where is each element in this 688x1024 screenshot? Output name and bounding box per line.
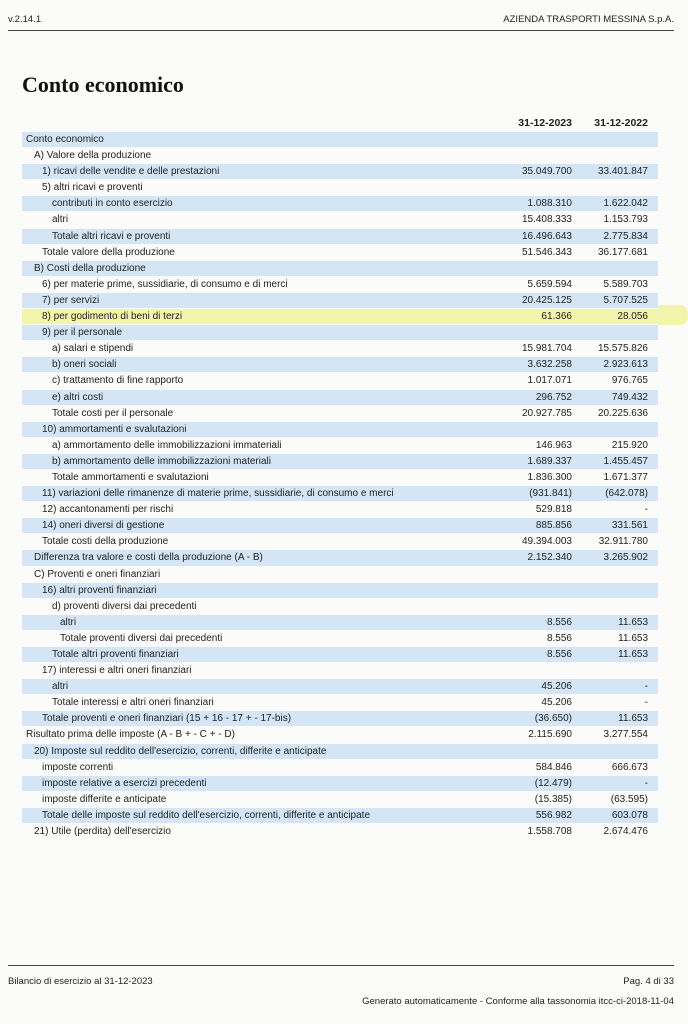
value-2022: 28.056 <box>617 311 648 323</box>
row-label: imposte relative a esercizi precedenti <box>42 777 207 789</box>
value-2023: 20.425.125 <box>521 294 572 306</box>
value-2023: 5.659.594 <box>527 278 572 290</box>
value-2022: (642.078) <box>605 488 648 500</box>
table-row <box>22 373 658 389</box>
row-label: e) altri costi <box>52 391 104 403</box>
table-row <box>22 229 658 245</box>
table-row <box>22 534 658 550</box>
table-body <box>22 132 658 840</box>
table-row <box>22 261 658 277</box>
value-2023: 15.408.333 <box>521 214 572 226</box>
row-label: Totale altri proventi finanziari <box>52 649 179 660</box>
value-2022: 1.455.457 <box>603 455 648 467</box>
income-statement-table <box>22 112 658 840</box>
row-label: 20) Imposte sul reddito dell'esercizio, correnti, differite e anticipate <box>34 745 327 757</box>
table-row <box>22 711 658 727</box>
row-label: a) salari e stipendi <box>52 343 134 355</box>
value-2023: 3.632.258 <box>527 359 572 371</box>
table-row <box>22 583 658 599</box>
table-row <box>22 438 658 454</box>
value-2022: - <box>644 777 648 789</box>
row-label: altri <box>52 681 69 693</box>
generated-note: Generato automaticamente - Conforme alla tassonomia itcc-ci-2018-11-04 <box>362 996 674 1007</box>
value-2023: 296.752 <box>535 391 572 403</box>
value-2022: (63.595) <box>610 793 648 805</box>
value-2022: 11.653 <box>618 713 648 725</box>
table-row <box>22 341 658 357</box>
table-row <box>22 792 658 808</box>
value-2022: 11.653 <box>618 632 648 644</box>
value-2022: 1.622.042 <box>603 198 648 210</box>
table-row <box>22 647 658 663</box>
value-2023: 45.206 <box>541 697 572 709</box>
value-2022: 15.575.826 <box>597 343 648 355</box>
table-row <box>22 212 658 228</box>
value-2023: 529.818 <box>535 504 572 516</box>
row-label: 6) per materie prime, sussidiarie, di consumo e di merci <box>42 278 288 290</box>
value-2022: 331.561 <box>611 520 648 532</box>
column-header-2022: 31-12-2022 <box>594 117 648 129</box>
value-2022: 32.911.780 <box>598 536 648 548</box>
table-row <box>22 309 658 325</box>
row-label: Conto economico <box>26 134 104 145</box>
row-label: imposte correnti <box>42 761 114 773</box>
table-row <box>22 567 658 583</box>
page-header <box>8 10 674 31</box>
row-label: d) proventi diversi dai precedenti <box>52 600 197 612</box>
value-2022: - <box>644 504 648 516</box>
table-row <box>22 776 658 792</box>
row-label: 11) variazioni delle rimanenze di materie prime, sussidiarie, di consumo e merci <box>42 488 394 500</box>
table-row <box>22 727 658 743</box>
row-label: Totale proventi diversi dai precedenti <box>60 632 223 644</box>
row-label: Risultato prima delle imposte (A - B + - C + - D) <box>26 729 235 741</box>
table-row <box>22 808 658 824</box>
table-row <box>22 760 658 776</box>
value-2022: 976.765 <box>611 375 648 387</box>
table-row <box>22 663 658 679</box>
value-2022: 215.920 <box>611 439 648 451</box>
table-row <box>22 180 658 196</box>
table-row <box>22 518 658 534</box>
value-2023: 35.049.700 <box>521 166 572 178</box>
table-row <box>22 631 658 647</box>
value-2022: 603.078 <box>611 809 648 821</box>
row-label: A) Valore della produzione <box>34 150 152 162</box>
row-label: 1) ricavi delle vendite e delle prestazioni <box>42 166 220 178</box>
row-label: imposte differite e anticipate <box>42 793 167 805</box>
row-label: Totale valore della produzione <box>42 246 175 258</box>
table-header <box>22 112 658 132</box>
value-2022: 666.673 <box>611 761 648 773</box>
row-label: b) oneri sociali <box>52 359 117 371</box>
value-2023: 584.846 <box>535 761 572 773</box>
company-name: AZIENDA TRASPORTI MESSINA S.p.A. <box>503 14 674 25</box>
row-label: Totale ammortamenti e svalutazioni <box>52 471 209 483</box>
table-row <box>22 695 658 711</box>
row-label: Totale altri ricavi e proventi <box>52 230 171 242</box>
page-title: Conto economico <box>22 72 184 97</box>
row-label: 16) altri proventi finanziari <box>42 584 157 596</box>
value-2023: (931.841) <box>529 488 572 500</box>
row-label: 17) interessi e altri oneri finanziari <box>42 665 192 677</box>
table-row <box>22 502 658 518</box>
value-2023: 8.556 <box>546 616 572 628</box>
value-2022: 20.225.636 <box>597 407 648 419</box>
page-number: Pag. 4 di 33 <box>623 976 674 987</box>
value-2023: 1.017.071 <box>527 375 572 387</box>
row-label: C) Proventi e oneri finanziari <box>34 568 161 580</box>
value-2022: 1.153.793 <box>603 214 648 226</box>
value-2022: 5.707.525 <box>603 294 648 306</box>
row-label: Differenza tra valore e costi della produzione (A - B) <box>34 552 263 564</box>
row-label: altri <box>60 616 77 628</box>
value-2023: (12.479) <box>534 777 572 789</box>
row-label: Totale interessi e altri oneri finanziari <box>52 697 214 709</box>
table-row <box>22 470 658 486</box>
value-2023: 2.115.690 <box>528 729 572 741</box>
table-row <box>22 132 658 148</box>
row-label: contributi in conto esercizio <box>52 198 173 210</box>
value-2023: 8.556 <box>546 632 572 644</box>
row-label: 8) per godimento di beni di terzi <box>42 311 183 323</box>
row-label: a) ammortamento delle immobilizzazioni immateriali <box>52 439 282 451</box>
value-2023: 20.927.785 <box>521 407 572 419</box>
table-row <box>22 164 658 180</box>
table-row <box>22 293 658 309</box>
table-row <box>22 325 658 341</box>
value-2022: 5.589.703 <box>603 278 648 290</box>
table-row <box>22 196 658 212</box>
table-row <box>22 615 658 631</box>
value-2023: 556.982 <box>535 809 572 821</box>
value-2023: 61.366 <box>541 311 572 323</box>
column-header-2023: 31-12-2023 <box>518 117 572 129</box>
table-row <box>22 357 658 373</box>
table-row <box>22 550 658 566</box>
value-2023: 49.394.003 <box>521 536 572 548</box>
row-label: 12) accantonamenti per rischi <box>42 504 174 516</box>
version-label: v.2.14.1 <box>8 14 42 25</box>
value-2022: - <box>644 697 648 709</box>
table-row <box>22 679 658 695</box>
table-row <box>22 148 658 164</box>
row-label: Totale proventi e oneri finanziari (15 + 16 - 17 + - 17-bis) <box>42 713 292 725</box>
row-label: 10) ammortamenti e svalutazioni <box>42 423 187 435</box>
row-label: c) trattamento di fine rapporto <box>52 375 184 387</box>
row-label: b) ammortamento delle immobilizzazioni materiali <box>52 455 271 467</box>
value-2022: 2.923.613 <box>603 359 648 371</box>
value-2022: 11.653 <box>618 616 648 628</box>
row-label: 5) altri ricavi e proventi <box>42 182 143 194</box>
value-2023: 51.546.343 <box>521 246 572 258</box>
value-2022: - <box>644 681 648 693</box>
value-2022: 749.432 <box>611 391 648 403</box>
row-label: Totale costi della produzione <box>42 536 169 548</box>
value-2023: 16.496.643 <box>521 230 572 242</box>
table-row <box>22 390 658 406</box>
footer-document-label: Bilancio di esercizio al 31-12-2023 <box>8 976 153 987</box>
row-label: Totale costi per il personale <box>52 407 174 419</box>
value-2022: 33.401.847 <box>597 166 648 178</box>
value-2023: 45.206 <box>541 681 572 693</box>
value-2023: 1.558.708 <box>527 826 572 838</box>
value-2023: 2.152.340 <box>527 552 572 564</box>
row-label: 9) per il personale <box>42 327 123 339</box>
table-row <box>22 406 658 422</box>
row-label: 14) oneri diversi di gestione <box>42 520 165 532</box>
value-2022: 2.674.476 <box>603 826 648 838</box>
row-label: 7) per servizi <box>42 294 100 306</box>
value-2022: 11.653 <box>618 649 648 660</box>
table-row <box>22 277 658 293</box>
row-label: 21) Utile (perdita) dell'esercizio <box>34 826 171 838</box>
value-2022: 3.277.554 <box>603 729 648 741</box>
value-2022: 3.265.902 <box>603 552 648 564</box>
value-2023: 15.981.704 <box>521 343 572 355</box>
value-2022: 2.775.834 <box>603 230 648 242</box>
value-2023: 1.689.337 <box>527 455 572 467</box>
value-2023: 885.856 <box>535 520 572 532</box>
table-row <box>22 599 658 615</box>
table-row <box>22 824 658 840</box>
value-2023: (36.650) <box>534 713 572 725</box>
value-2023: 146.963 <box>535 439 572 451</box>
value-2023: 1.836.300 <box>527 471 572 483</box>
value-2023: 1.088.310 <box>527 198 572 210</box>
row-label: B) Costi della produzione <box>34 262 146 274</box>
page-footer <box>8 965 674 1014</box>
value-2022: 36.177.681 <box>597 246 648 258</box>
value-2023: 8.556 <box>546 649 572 660</box>
table-row <box>22 486 658 502</box>
table-row <box>22 422 658 438</box>
value-2022: 1.671.377 <box>603 471 648 483</box>
row-label: Totale delle imposte sul reddito dell'esercizio, correnti, differite e anticipate <box>42 809 371 821</box>
table-row <box>22 245 658 261</box>
row-label: altri <box>52 214 69 226</box>
value-2023: (15.385) <box>534 793 572 805</box>
table-row <box>22 454 658 470</box>
table-row <box>22 744 658 760</box>
